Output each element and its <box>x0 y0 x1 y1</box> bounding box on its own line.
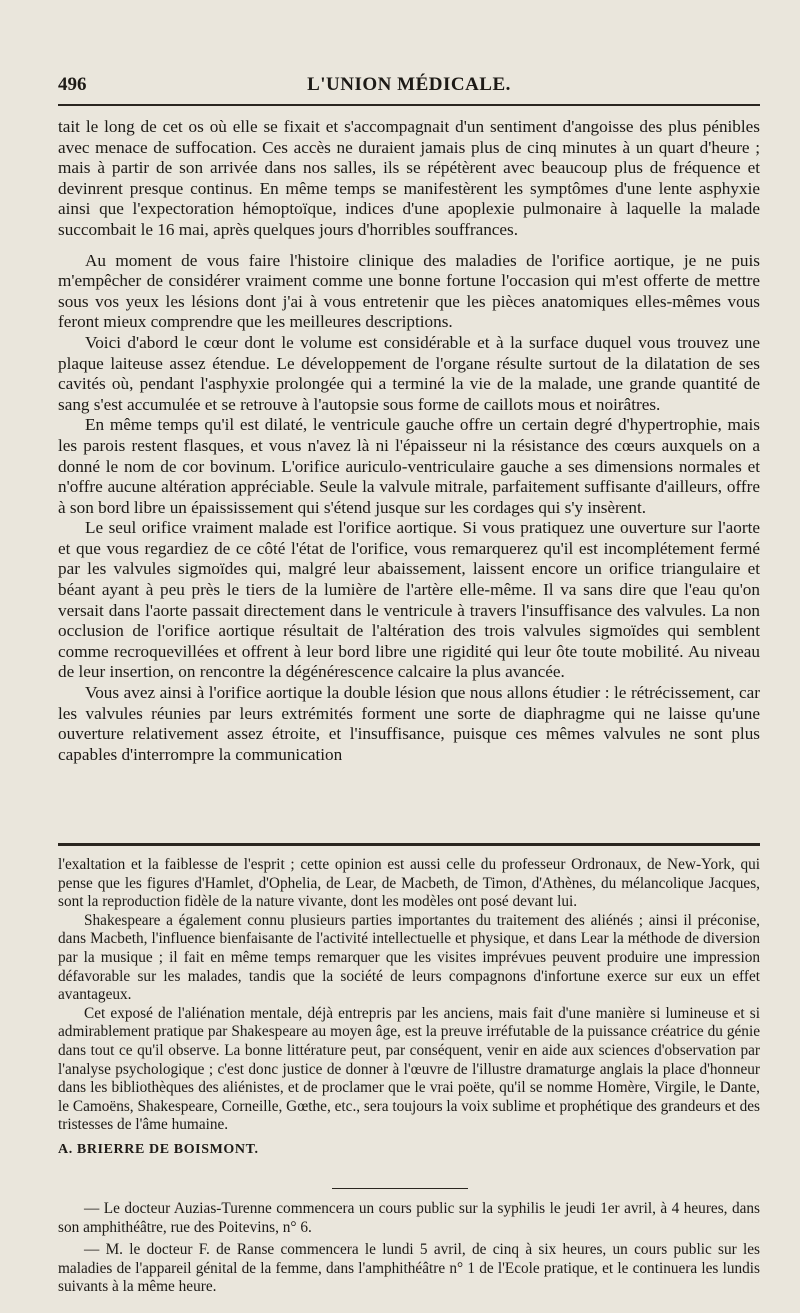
announcement: — M. le docteur F. de Ranse commencera le lundi 5 avril, de cinq à six heures, un cours public sur les maladies de l'appareil génital de la femme, dans l'amphithéâtre n° 1 de l'Ecole pratique, et le continuera les lundis suivants à la même heure. <box>58 1241 760 1296</box>
note-paragraph: Shakespeare a également connu plusieurs parties importantes du traitement des aliénés ; ainsi il préconise, dans Macbeth, l'influence bienfaisante de l'activité intellectuelle et physique, et dans Lear la méthode de diversion par la musique ; il fait en même temps remarquer que les visites imprévues peuvent produire une impression défavorable sur les malades, tandis que la société de leurs compagnons d'infortune exerce sur eux un effet avantageux. <box>58 911 760 1004</box>
main-text <box>58 117 760 765</box>
paragraph: Au moment de vous faire l'histoire clinique des maladies de l'orifice aortique, je ne puis m'empêcher de considérer vraiment comme une bonne fortune l'occasion qui m'est offerte de mettre sous vos yeux les lésions dont j'ai à vous entretenir que les pièces anatomiques elles-mêmes vous feront mieux comprendre que les meilleures descriptions. <box>58 250 760 332</box>
announcement: — Le docteur Auzias-Turenne commencera un cours public sur la syphilis le jeudi 1er avril, à 4 heures, dans son amphithéâtre, rue des Poitevins, n° 6. <box>58 1200 760 1236</box>
feuilleton-text <box>58 856 760 1160</box>
page-header <box>58 74 760 100</box>
feuilleton-rule <box>58 843 760 846</box>
announcements <box>58 1200 760 1297</box>
page-number: 496 <box>58 74 87 95</box>
paragraph: Voici d'abord le cœur dont le volume est considérable et à la surface duquel vous trouvez une plaque laiteuse assez étendue. Le développement de l'organe résulte surtout de la dilatation de ses cavités où, pendant l'asphyxie prolongée qui a terminé la vie de la malade, une grande quantité de sang s'est accumulée et se retrouve à l'autopsie sous forme de caillots mous et noirâtres. <box>58 332 760 414</box>
paragraph: Le seul orifice vraiment malade est l'orifice aortique. Si vous pratiquez une ouverture sur l'aorte et que vous regardiez de ce côté l'état de l'orifice, vous remarquerez qu'il est incomplétement fermé par les valvules sigmoïdes qui, malgré leur abaissement, laissent encore un orifice triangulaire et béant ayant à peu près le tiers de la lumière de l'artère elle-même. Il va sans dire que l'eau qu'on versait dans l'aorte passait directement dans le ventricule à travers l'insuffisance des valvules. La non occlusion de l'orifice aortique résultait de l'altération des trois valvules sigmoïdes qui semblent comme recroquevillées et offrent à leur bord libre une rigidité qui leur ôte toute mobilité. Au niveau de leur insertion, on rencontre la dégénérescence calcaire la plus avancée. <box>58 518 760 682</box>
note-paragraph: l'exaltation et la faiblesse de l'esprit ; cette opinion est aussi celle du professeur Ordronaux, de New-York, qui pense que les figures d'Hamlet, d'Ophelia, de Lear, de Macbeth, de Timon, d'Athènes, du mélancolique Jacques, sont la reproduction fidèle de la nature vivante, dont les modèles ont posé devant lui. <box>58 856 760 911</box>
author-signature: A. BRIERRE DE BOISMONT. <box>58 1141 259 1157</box>
paragraph: En même temps qu'il est dilaté, le ventricule gauche offre un certain degré d'hypertrophie, mais les parois restent flasques, et vous n'avez là ni l'épaisseur ni la résistance des cœurs auxquels on a donné le nom de cor bovinum. L'orifice auriculo-ventriculaire gauche a ses dimensions normales et n'offre aucune altération appréciable. Seule la valvule mitrale, parfaitement suffisante d'ailleurs, offre à son bord libre un épaississement qui s'étend jusque sur les cordages qui s'y insèrent. <box>58 415 760 517</box>
paragraph: Vous avez ainsi à l'orifice aortique la double lésion que nous allons étudier : le rétrécissement, car les valvules réunies par leurs extrémités forment une sorte de diaphragme qui ne laisse qu'une ouverture relativement assez étroite, et l'insuffisance, puisque ces mêmes valvules ne sont plus capables d'interrompre la communication <box>58 683 760 764</box>
section-divider <box>332 1188 468 1189</box>
note-paragraph: Cet exposé de l'aliénation mentale, déjà entrepris par les anciens, mais fait d'une manière si lumineuse et si admirablement pratique par Shakespeare au moyen âge, est la preuve irréfutable de la puissance créatrice du génie dans tout ce qu'il observe. La bonne littérature peut, par conséquent, venir en aide aux sciences d'observation par l'analyse psychologique ; c'est donc justice de donner à l'œuvre de l'illustre dramaturge anglais la place d'honneur dans les bibliothèques des aliénistes, et de proclamer que le vrai poëte, qu'il se nomme Homère, Virgile, le Dante, le Camoëns, Shakespeare, Corneille, Gœthe, etc., sera toujours la voix sublime et prophétique des grandeurs et des tristesses de l'âme humaine. <box>58 1004 760 1134</box>
running-title: L'UNION MÉDICALE. <box>307 74 511 95</box>
paragraph: tait le long de cet os où elle se fixait et s'accompagnait d'un sentiment d'angoisse des plus pénibles avec menace de suffocation. Ces accès ne duraient jamais plus de cinq minutes à un quart d'heure ; mais à partir de son arrivée dans nos salles, ils se répétèrent avec beaucoup plus de fréquence et devinrent presque continus. En même temps se manifestèrent les symptômes d'une lente asphyxie ainsi que l'expectoration hémoptoïque, indices d'une apoplexie pulmonaire à laquelle la malade succombait le 16 mai, après quelques jours d'horribles souffrances. <box>58 117 760 239</box>
header-rule <box>58 104 760 106</box>
